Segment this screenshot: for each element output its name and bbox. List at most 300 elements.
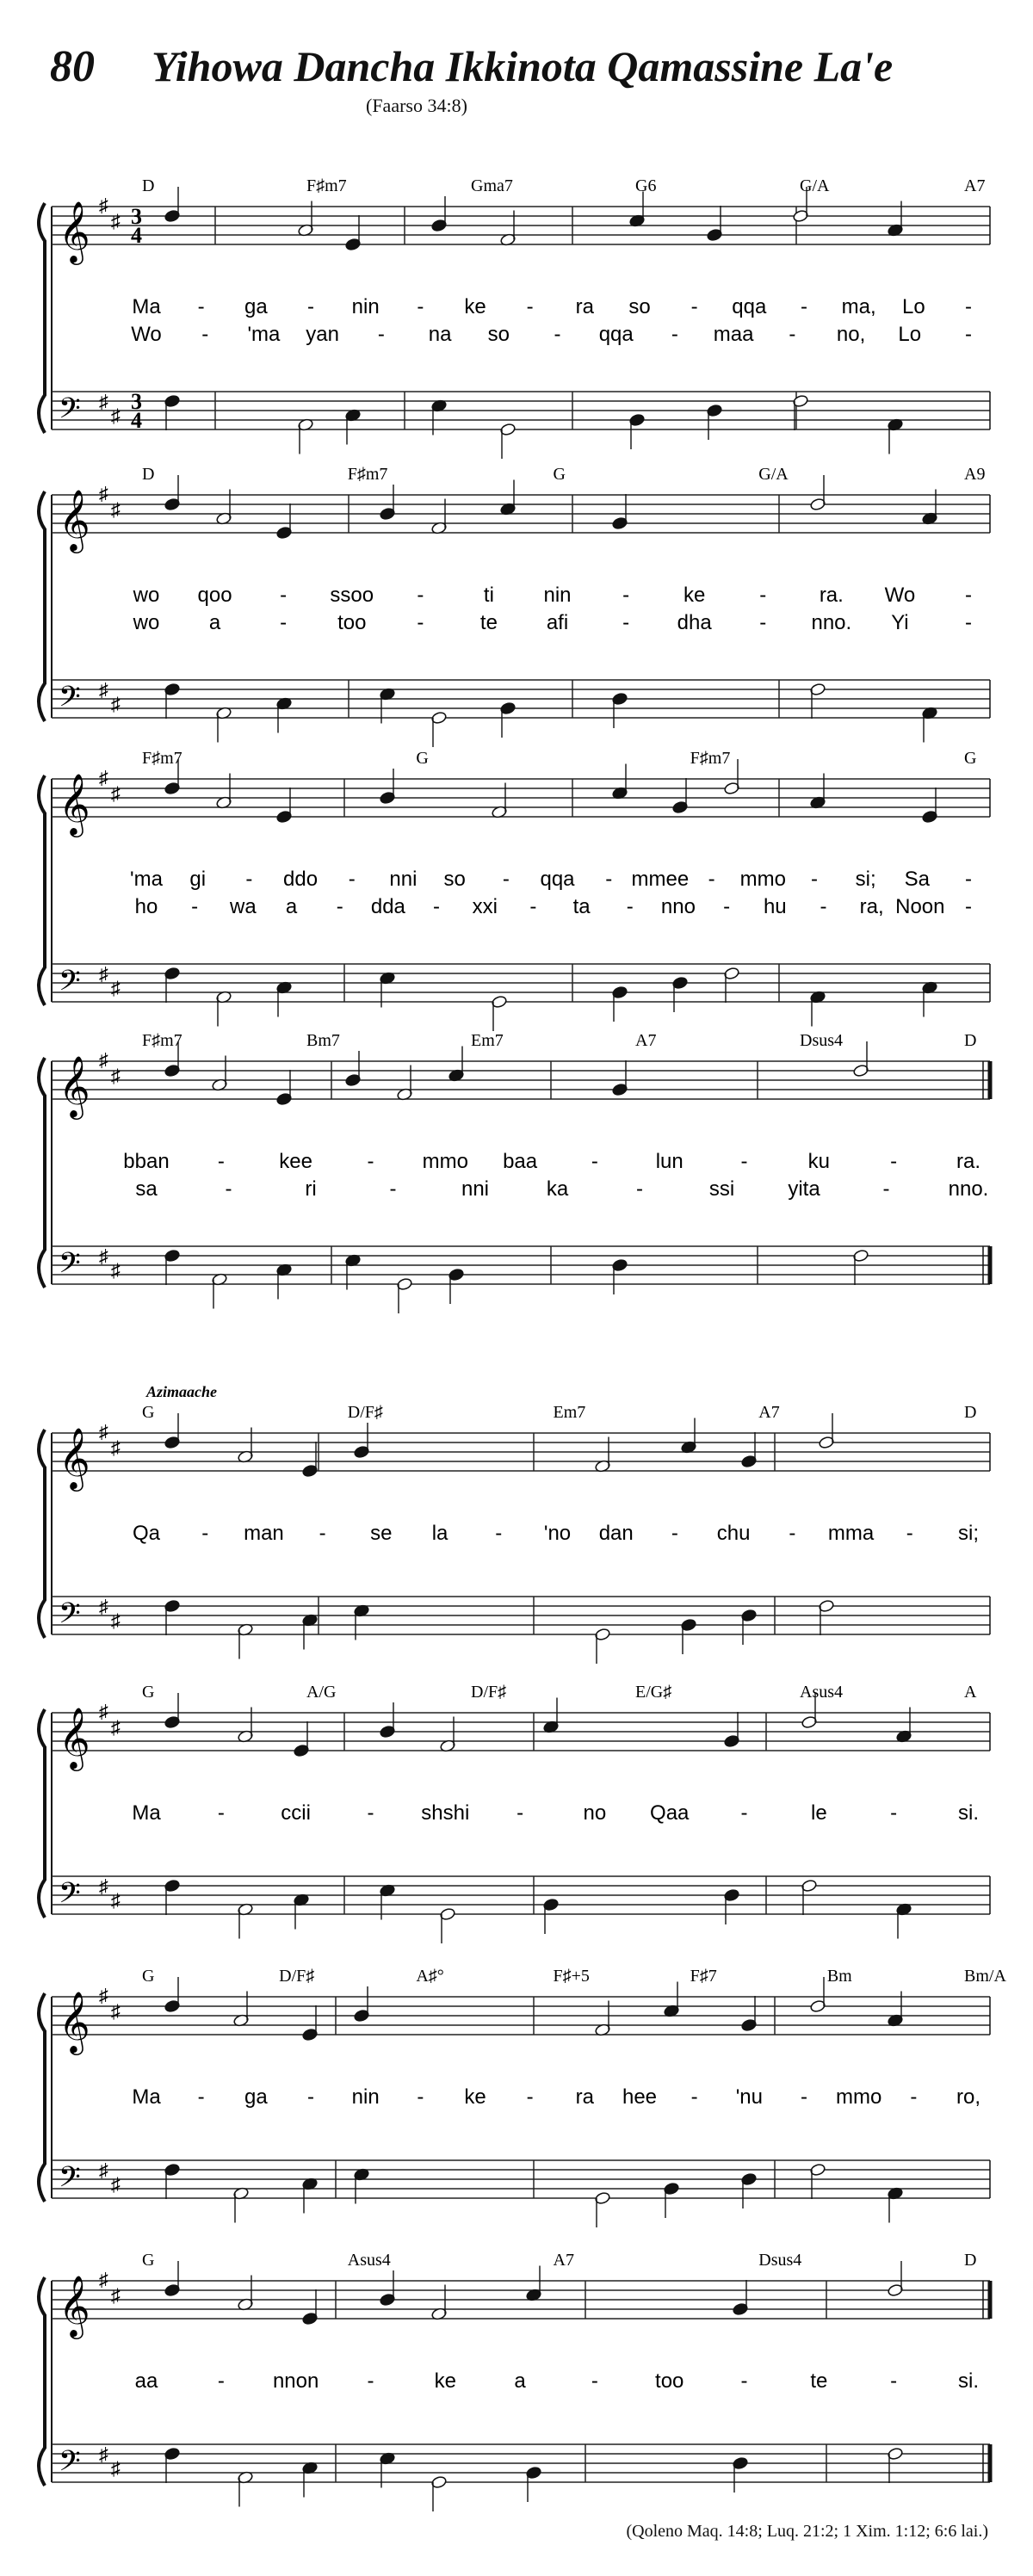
chord-symbol: F♯m7	[142, 1031, 182, 1050]
lyric-syllable: ddo	[283, 868, 319, 891]
bass-clef-icon: 𝄢	[59, 1597, 81, 1636]
lyric-syllable: a	[285, 895, 298, 918]
lyric-syllable: -	[636, 1177, 643, 1201]
sharp-icon: ♯	[111, 1609, 121, 1632]
system-bracket	[39, 203, 45, 433]
music-system	[39, 1683, 990, 1943]
chord-symbol: Dsus4	[758, 2251, 802, 2270]
lyric-syllable: mmo	[835, 2085, 882, 2109]
chord-symbol: F♯m7	[347, 465, 388, 484]
sharp-icon: ♯	[99, 483, 108, 504]
lyric-syllable: ho	[134, 895, 158, 918]
lyric-syllable: mmo	[739, 868, 786, 891]
lyric-line	[135, 895, 972, 918]
lyric-syllable: nin	[351, 295, 380, 318]
lyric-line	[133, 584, 972, 607]
lyric-syllable: ti	[483, 584, 494, 607]
lyric-syllable: wa	[230, 895, 257, 918]
lyric-line	[130, 868, 972, 891]
lyric-syllable: -	[890, 2369, 898, 2393]
lyric-syllable: si.	[958, 2369, 979, 2393]
chord-symbol: F♯+5	[553, 1967, 590, 1986]
bass-clef-icon: 𝄢	[59, 1877, 81, 1916]
lyric-syllable: -	[810, 868, 818, 891]
chord-symbol: D/F♯	[347, 1403, 383, 1422]
lyric-syllable: mma	[827, 1522, 875, 1545]
chord-symbol: F♯m7	[690, 749, 731, 768]
lyric-syllable: -	[348, 868, 356, 891]
lyric-syllable: afi	[546, 611, 569, 634]
lyric-syllable: -	[759, 611, 767, 634]
chord-symbol: D	[964, 1403, 977, 1422]
lyric-syllable: nnon	[272, 2369, 319, 2393]
sharp-icon: ♯	[99, 391, 108, 412]
lyric-syllable: -	[307, 295, 314, 318]
music-system	[39, 465, 990, 747]
lyric-syllable: Ma	[132, 1801, 161, 1825]
lyric-syllable: ma,	[841, 295, 876, 318]
tempo-marking: Azimaache	[146, 1383, 218, 1400]
chord-symbol: G	[142, 1683, 155, 1702]
lyric-syllable: ke	[464, 2085, 486, 2109]
lyric-syllable: si;	[958, 1522, 979, 1545]
lyric-syllable: -	[591, 1150, 598, 1173]
lyric-syllable: -	[191, 895, 199, 918]
chord-symbol: A7	[964, 176, 986, 195]
lyric-syllable: mmo	[422, 1150, 468, 1173]
lyric-line	[131, 323, 972, 346]
bass-clef-icon: 𝄢	[59, 1247, 81, 1286]
sharp-icon: ♯	[99, 2269, 108, 2290]
lyric-syllable: -	[526, 2085, 534, 2109]
lyric-syllable: ka	[546, 1177, 569, 1201]
lyric-syllable: no,	[836, 323, 866, 346]
lyric-syllable: aa	[134, 2369, 158, 2393]
chord-symbol: Gma7	[471, 176, 513, 195]
bass-clef-icon: 𝄢	[59, 2445, 81, 2484]
lyric-syllable: -	[965, 323, 972, 346]
sharp-icon: ♯	[111, 1436, 121, 1459]
lyric-syllable: ku	[807, 1150, 831, 1173]
sharp-icon: ♯	[99, 1985, 108, 2006]
system-bracket	[39, 1058, 45, 1288]
lyric-syllable: too	[655, 2369, 684, 2393]
song-number: 80	[50, 42, 95, 91]
lyric-syllable: -	[197, 2085, 205, 2109]
sharp-icon: ♯	[99, 1701, 108, 1722]
treble-clef-icon: 𝄞	[59, 2277, 90, 2336]
lyric-syllable: ssoo	[330, 584, 374, 607]
lyric-syllable: -	[554, 323, 561, 346]
lyric-syllable: mmee	[631, 868, 690, 891]
lyric-syllable: ga	[244, 295, 268, 318]
music-system	[39, 2251, 990, 2511]
chord-symbol: G	[416, 749, 429, 768]
lyric-syllable: si;	[855, 868, 876, 891]
sharp-icon: ♯	[111, 405, 121, 427]
lyric-syllable: -	[417, 611, 424, 634]
lyric-syllable: Ma	[132, 2085, 161, 2109]
chord-symbol: E/G♯	[635, 1683, 672, 1702]
sharp-icon: ♯	[99, 1875, 108, 1897]
lyric-syllable: so	[628, 295, 651, 318]
lyric-syllable: nni	[461, 1177, 490, 1201]
sharp-icon: ♯	[111, 1065, 121, 1087]
lyric-syllable: -	[820, 895, 827, 918]
lyric-syllable: kee	[279, 1150, 312, 1173]
lyric-syllable: dda	[370, 895, 405, 918]
treble-clef-icon: 𝄞	[59, 491, 90, 550]
lyric-syllable: -	[965, 868, 972, 891]
lyric-syllable: 'no	[543, 1522, 572, 1545]
lyric-syllable: -	[526, 295, 534, 318]
lyric-syllable: bban	[123, 1150, 170, 1173]
chord-symbol: F♯m7	[142, 749, 182, 768]
chord-symbol: G/A	[800, 176, 830, 195]
chord-symbol: G6	[635, 176, 657, 195]
score	[0, 120, 1033, 2484]
lyric-syllable: Lo	[898, 323, 922, 346]
lyric-syllable: -	[622, 584, 630, 607]
chord-symbol: A♯°	[416, 1967, 444, 1986]
lyric-syllable: -	[516, 1801, 524, 1825]
lyric-syllable: -	[417, 2085, 424, 2109]
sharp-icon: ♯	[99, 767, 108, 788]
lyric-line	[123, 1150, 980, 1173]
lyric-syllable: qqa	[598, 323, 634, 346]
lyric-syllable: ra	[575, 2085, 595, 2109]
lyric-syllable: Noon	[895, 895, 945, 918]
song-title: Yihowa Dancha Ikkinota Qamassine La'e	[152, 42, 894, 90]
lyric-syllable: lun	[655, 1150, 684, 1173]
lyric-syllable: -	[882, 1177, 890, 1201]
lyric-syllable: dan	[598, 1522, 634, 1545]
lyric-syllable: -	[671, 1522, 678, 1545]
lyric-syllable: -	[201, 323, 209, 346]
lyric-line	[135, 1177, 988, 1201]
lyric-syllable: -	[417, 584, 424, 607]
chord-symbol: A7	[553, 2251, 574, 2270]
lyric-syllable: ke	[683, 584, 706, 607]
lyric-syllable: yan	[306, 323, 339, 346]
lyric-syllable: -	[671, 323, 678, 346]
treble-clef-icon: 𝄞	[59, 1058, 90, 1116]
chord-symbol: Asus4	[347, 2251, 391, 2270]
lyric-syllable: nin	[543, 584, 572, 607]
sharp-icon: ♯	[111, 1259, 121, 1282]
treble-clef-icon: 𝄞	[59, 203, 90, 262]
lyric-syllable: -	[965, 611, 972, 634]
lyric-syllable: -	[759, 584, 767, 607]
lyric-syllable: maa	[713, 323, 754, 346]
sharp-icon: ♯	[111, 2284, 121, 2307]
chord-symbol: A	[964, 1683, 977, 1702]
lyric-syllable: -	[965, 895, 972, 918]
lyric-syllable: -	[965, 584, 972, 607]
lyric-syllable: -	[336, 895, 343, 918]
music-system	[39, 176, 990, 459]
lyric-syllable: a	[208, 611, 221, 634]
sharp-icon: ♯	[111, 977, 121, 999]
lyric-syllable: -	[217, 2369, 225, 2393]
system-bracket	[39, 775, 45, 1005]
sharp-icon: ♯	[111, 782, 121, 805]
lyric-syllable: so	[487, 323, 510, 346]
time-signature-digit: 4	[131, 223, 142, 248]
lyric-syllable: -	[740, 1801, 748, 1825]
lyric-syllable: gi	[189, 868, 207, 891]
lyric-syllable: -	[801, 2085, 807, 2109]
chord-symbol: A7	[758, 1403, 780, 1422]
chord-symbol: A7	[635, 1031, 657, 1050]
chord-symbol: G	[142, 1967, 155, 1986]
time-signature-digit: 3	[131, 389, 142, 414]
lyric-syllable: ccii	[281, 1801, 311, 1825]
lyric-syllable: ri	[305, 1177, 317, 1201]
lyric-syllable: -	[723, 895, 731, 918]
chord-symbol: G	[142, 1403, 155, 1422]
lyric-syllable: -	[626, 895, 634, 918]
lyric-syllable: nno.	[948, 1177, 989, 1201]
lyric-syllable: Qaa	[650, 1801, 690, 1825]
lyric-syllable: hee	[622, 2085, 658, 2109]
sharp-icon: ♯	[99, 963, 108, 985]
lyric-syllable: -	[740, 1150, 748, 1173]
lyric-syllable: si.	[958, 1801, 979, 1825]
sharp-icon: ♯	[99, 679, 108, 701]
lyric-syllable: -	[245, 868, 253, 891]
system-bracket	[39, 1430, 45, 1638]
lyric-syllable: -	[389, 1177, 397, 1201]
lyric-syllable: -	[495, 1522, 503, 1545]
lyric-syllable: -	[502, 868, 510, 891]
bass-clef-icon: 𝄢	[59, 2161, 81, 2200]
lyric-line	[135, 2369, 979, 2393]
lyric-syllable: no	[583, 1801, 607, 1825]
lyric-syllable: -	[965, 295, 972, 318]
sharp-icon: ♯	[99, 2443, 108, 2465]
lyric-syllable: -	[197, 295, 205, 318]
treble-clef-icon: 𝄞	[59, 775, 90, 834]
lyric-syllable: le	[811, 1801, 827, 1825]
chord-symbol: A/G	[306, 1683, 337, 1702]
lyric-line	[133, 611, 972, 634]
chord-symbol: G	[142, 2251, 155, 2270]
sharp-icon: ♯	[111, 2457, 121, 2480]
lyric-syllable: te	[479, 611, 498, 634]
music-system	[39, 1967, 1006, 2227]
lyric-syllable: chu	[716, 1522, 751, 1545]
sharp-icon: ♯	[99, 1245, 108, 1267]
sharp-icon: ♯	[111, 498, 121, 521]
lyric-syllable: -	[789, 1522, 796, 1545]
system-bracket	[39, 1993, 45, 2202]
lyric-syllable: ra	[575, 295, 595, 318]
chord-symbol: D/F♯	[471, 1683, 507, 1702]
lyric-syllable: -	[433, 895, 441, 918]
chord-symbol: G	[553, 465, 566, 484]
lyric-syllable: -	[367, 1150, 374, 1173]
lyric-syllable: Wo	[131, 323, 162, 346]
lyric-syllable: Wo	[884, 584, 916, 607]
system-bracket	[39, 1709, 45, 1918]
lyric-syllable: -	[217, 1801, 225, 1825]
scripture-reference: (Faarso 34:8)	[366, 95, 467, 116]
sharp-icon: ♯	[99, 195, 108, 216]
lyric-syllable: ro,	[956, 2085, 981, 2109]
chord-symbol: Em7	[471, 1031, 504, 1050]
chord-symbol: G	[964, 749, 977, 768]
sharp-icon: ♯	[111, 693, 121, 715]
lyric-syllable: ra.	[819, 584, 844, 607]
lyric-syllable: -	[280, 584, 288, 607]
lyric-syllable: dha	[677, 611, 712, 634]
lyric-syllable: a	[514, 2369, 526, 2393]
lyric-syllable: -	[906, 1522, 913, 1545]
lyric-syllable: ssi	[708, 1177, 735, 1201]
time-signature-digit: 3	[131, 204, 142, 229]
lyric-syllable: -	[890, 1801, 898, 1825]
lyric-syllable: -	[801, 295, 807, 318]
lyric-syllable: -	[740, 2369, 748, 2393]
lyric-line	[132, 1801, 979, 1825]
chord-symbol: G/A	[758, 465, 789, 484]
sharp-icon: ♯	[111, 2000, 121, 2023]
chord-symbol: A9	[964, 465, 986, 484]
lyric-syllable: nno.	[811, 611, 852, 634]
lyric-syllable: 'nu	[735, 2085, 763, 2109]
lyric-syllable: qqa	[540, 868, 575, 891]
lyric-syllable: Sa	[904, 868, 930, 891]
lyric-syllable: ga	[244, 2085, 268, 2109]
sharp-icon: ♯	[111, 1716, 121, 1739]
lyric-syllable: sa	[135, 1177, 158, 1201]
lyric-syllable: ke	[434, 2369, 456, 2393]
lyric-syllable: too	[337, 611, 367, 634]
bass-clef-icon: 𝄢	[59, 681, 81, 720]
lyric-syllable: nni	[389, 868, 418, 891]
lyric-syllable: -	[367, 1801, 374, 1825]
lyric-syllable: baa	[503, 1150, 538, 1173]
lyric-syllable: la	[431, 1522, 448, 1545]
lyric-syllable: shshi	[421, 1801, 470, 1825]
lyric-syllable: yita	[788, 1177, 820, 1201]
lyric-syllable: -	[591, 2369, 598, 2393]
lyric-syllable: so	[443, 868, 466, 891]
lyric-syllable: Ma	[132, 295, 161, 318]
lyric-syllable: -	[910, 2085, 918, 2109]
lyric-line	[132, 2085, 980, 2109]
music-system	[39, 1383, 990, 1664]
lyric-syllable: -	[605, 868, 613, 891]
lyric-syllable: -	[690, 2085, 698, 2109]
chord-symbol: Bm/A	[964, 1967, 1006, 1986]
chord-symbol: D	[964, 1031, 977, 1050]
lyric-syllable: man	[244, 1522, 284, 1545]
lyric-syllable: qqa	[732, 295, 767, 318]
sharp-icon: ♯	[99, 1421, 108, 1442]
lyric-syllable: ta	[572, 895, 591, 918]
lyric-line	[132, 295, 972, 318]
chord-symbol: Asus4	[800, 1683, 844, 1702]
lyric-syllable: Qa	[132, 1522, 161, 1545]
sharp-icon: ♯	[111, 1889, 121, 1912]
chord-symbol: F♯7	[690, 1967, 717, 1986]
sharp-icon: ♯	[99, 1596, 108, 1617]
lyric-syllable: -	[529, 895, 537, 918]
treble-clef-icon: 𝄞	[59, 1430, 90, 1488]
sharp-icon: ♯	[99, 2159, 108, 2181]
lyric-syllable: nin	[351, 2085, 380, 2109]
time-signature-digit: 4	[131, 408, 142, 433]
lyric-syllable: -	[225, 1177, 232, 1201]
chord-symbol: Em7	[553, 1403, 586, 1422]
lyric-syllable: Yi	[891, 611, 909, 634]
lyric-syllable: -	[890, 1150, 898, 1173]
lyric-syllable: ra.	[956, 1150, 981, 1173]
treble-clef-icon: 𝄞	[59, 1709, 90, 1768]
footer-reference: (Qoleno Maq. 14:8; Luq. 21:2; 1 Xim. 1:12; 6:6 lai.)	[626, 2522, 988, 2541]
system-bracket	[39, 491, 45, 721]
lyric-line	[133, 1522, 979, 1545]
music-system	[39, 1031, 990, 1313]
sharp-icon: ♯	[99, 1049, 108, 1071]
sharp-icon: ♯	[111, 210, 121, 232]
chord-symbol: D/F♯	[279, 1967, 315, 1986]
lyric-syllable: wo	[133, 584, 160, 607]
lyric-syllable: -	[307, 2085, 314, 2109]
lyric-syllable: -	[280, 611, 288, 634]
chord-symbol: D	[964, 2251, 977, 2270]
bass-clef-icon: 𝄢	[59, 392, 81, 431]
chord-symbol: Dsus4	[800, 1031, 844, 1050]
lyric-syllable: -	[201, 1522, 209, 1545]
lyric-syllable: Lo	[901, 295, 925, 318]
lyric-syllable: xxi	[472, 895, 498, 918]
lyric-syllable: -	[377, 323, 385, 346]
lyric-syllable: ke	[464, 295, 486, 318]
bass-clef-icon: 𝄢	[59, 965, 81, 1004]
lyric-syllable: te	[810, 2369, 828, 2393]
chord-symbol: D	[142, 465, 155, 484]
lyric-syllable: hu	[763, 895, 787, 918]
lyric-syllable: -	[622, 611, 630, 634]
lyric-syllable: 'ma	[130, 868, 163, 891]
music-system	[39, 749, 990, 1031]
lyric-syllable: 'ma	[247, 323, 281, 346]
treble-clef-icon: 𝄞	[59, 1993, 90, 2052]
chord-symbol: Bm	[826, 1967, 852, 1986]
chord-symbol: F♯m7	[306, 176, 347, 195]
chord-symbol: Bm7	[306, 1031, 340, 1050]
lyric-syllable: qoo	[197, 584, 232, 607]
lyric-syllable: -	[417, 295, 424, 318]
lyric-syllable: nno	[660, 895, 696, 918]
music-score-svg	[0, 120, 1033, 2484]
lyric-syllable: -	[367, 2369, 374, 2393]
lyric-syllable: wo	[133, 611, 160, 634]
lyric-syllable: -	[319, 1522, 326, 1545]
lyric-syllable: -	[217, 1150, 225, 1173]
sharp-icon: ♯	[111, 2173, 121, 2196]
lyric-syllable: -	[708, 868, 715, 891]
chord-symbol: D	[142, 176, 155, 195]
lyric-syllable: ra,	[859, 895, 884, 918]
system-bracket	[39, 2277, 45, 2486]
lyric-syllable: -	[789, 323, 796, 346]
lyric-syllable: -	[690, 295, 698, 318]
lyric-syllable: se	[370, 1522, 393, 1545]
